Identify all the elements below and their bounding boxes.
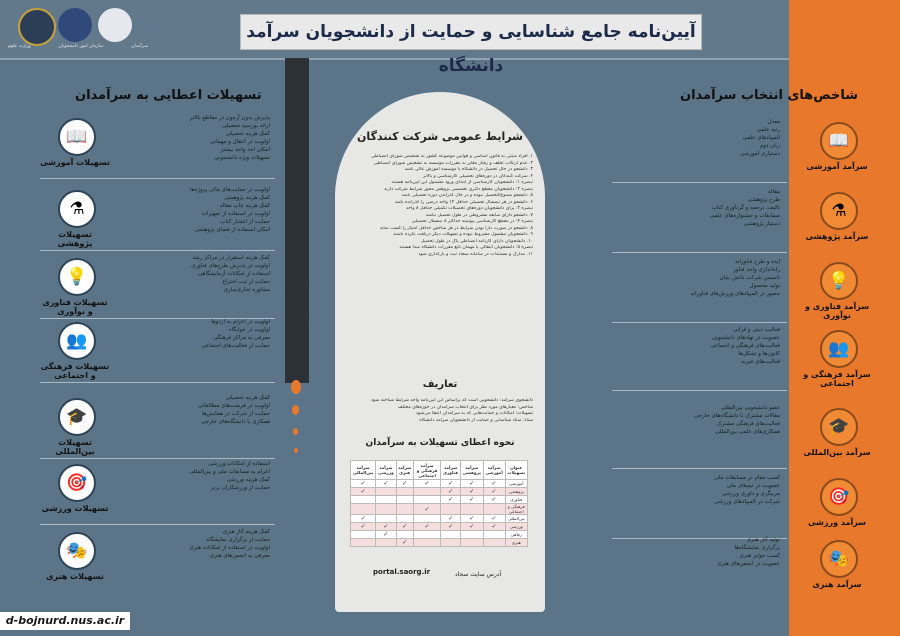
text-line: اولویت در استفاده از امکانات هنری [189, 545, 270, 551]
logo-captions [8, 44, 148, 49]
matrix-body [351, 480, 528, 547]
check-mark-icon: ✓ [483, 480, 505, 488]
right-item-label: سرآمد آموزشی [806, 162, 868, 171]
text-line: مقاله [767, 189, 780, 195]
masks-icon: 🎭 [58, 532, 96, 570]
check-mark-icon: ✓ [413, 504, 441, 515]
text-line: اولویت در فرصت‌های مطالعاتی [198, 403, 270, 409]
matrix-row-label: رفاهی [505, 531, 527, 539]
text-line: تولید محصول [749, 283, 780, 289]
matrix-cell [483, 504, 505, 515]
matrix-row-label: فناوری [505, 496, 527, 504]
text-line: زبان دوم [759, 143, 780, 149]
text-line: معرفی به مراکز فرهنگی [213, 335, 270, 341]
text-line: کمک هزینه تحصیلی [225, 395, 270, 401]
logo-caption: سرآمدان [131, 44, 148, 49]
matrix-cell [396, 504, 413, 515]
iran-emblem [98, 8, 132, 42]
text-line: کمک هزینه پژوهشی [224, 195, 270, 201]
right-item-label: سرآمد ورزشی [807, 518, 867, 527]
divider [40, 250, 275, 251]
divider [612, 252, 787, 253]
text-line: ارائه بورسیه تحصیلی [222, 123, 270, 129]
matrix-cell [413, 539, 441, 547]
check-mark-icon: ✓ [460, 488, 483, 496]
text-line: فعالیت‌های خیریه [741, 359, 780, 365]
text-line: اعزام به مسابقات ملی و بین‌المللی [189, 469, 270, 475]
right-item-text [650, 326, 780, 366]
text-line: المپیادهای علمی [742, 135, 780, 141]
left-item-text [150, 254, 270, 294]
matrix-cell [376, 515, 396, 523]
text-line: اولویت در حمایت‌های مالی پروژه‌ها [189, 187, 270, 193]
check-mark-icon: ✓ [351, 515, 376, 523]
text-line: حمایت از ثبت اختراع [222, 279, 270, 285]
left-item-label: تسهیلات پژوهشی [57, 230, 93, 248]
left-item-text [150, 528, 270, 560]
left-section-title: تسهیلات اعطایی به سرآمدان [75, 88, 262, 103]
page-title: آیین‌نامه جامع شناسایی و حمایت از دانشجویان سرآمد دانشگاه [240, 14, 702, 50]
text-line: تالیف، ترجمه و گردآوری کتاب [711, 205, 780, 211]
text-line: پذیرش بدون آزمون در مقاطع بالاتر [189, 115, 270, 121]
check-mark-icon: ✓ [441, 496, 460, 504]
text-line: اولویت در پذیرش طرح‌های فناوری [191, 263, 270, 269]
matrix-row [351, 496, 528, 504]
condition-line: تبصره ۱: دانشجویان کارشناسی از ابتدای ورود مشمول این آیین‌نامه هستند [391, 180, 533, 185]
divider [612, 182, 787, 183]
bulb-icon: 💡 [820, 262, 858, 300]
left-item-text [150, 318, 270, 350]
text-line: کسب مقام در مسابقات ملی [714, 475, 780, 481]
matrix-cell [376, 488, 396, 496]
definition-line: ستاد: ستاد شناسایی و حمایت از دانشجویان سرآمد دانشگاه [419, 417, 533, 423]
left-item-label: تسهیلات بین‌المللی [55, 438, 95, 456]
matrix-column-header: سرآمد پژوهشی [460, 461, 483, 480]
matrix-row [351, 488, 528, 496]
text-line: امکان استفاده از فضای پژوهشی [195, 227, 270, 233]
check-mark-icon: ✓ [483, 488, 505, 496]
pen-nib-decoration [285, 58, 309, 383]
divider [612, 390, 787, 391]
left-item-text [150, 114, 270, 162]
matrix-cell [396, 488, 413, 496]
condition-line: تبصره ۳: برای دانشجویان دوره‌های تحصیلات تکمیلی حداقل ۸ واحد [405, 206, 533, 211]
text-line: کمک هزینه آثار هنری [222, 529, 270, 535]
matrix-cell [351, 531, 376, 539]
matrix-cell [483, 539, 505, 547]
text-line: تسهیلات ویژه دانشجویی [214, 155, 270, 161]
target-icon: 🎯 [820, 478, 858, 516]
text-line: تولید آثار هنری [746, 537, 780, 543]
text-line: عضویت در تیم‌های ملی [726, 483, 780, 489]
definition-line: شاخص: معیارهای مورد نظر برای انتخاب سرآمدان در حوزه‌های مختلف [397, 404, 533, 410]
text-line: دستیاری آموزشی [740, 151, 780, 157]
footer-url[interactable]: d-bojnurd.nus.ac.ir [0, 612, 130, 630]
matrix-header-row [351, 461, 528, 480]
text-line: حضور در المپیادهای ورزش‌های فناورانه [690, 291, 780, 297]
condition-line: تبصره ۲: دانشجویان مقطع دکتری تخصصی پژوهش محور شرایط شرکت دارند [383, 186, 533, 192]
check-mark-icon: ✓ [413, 480, 441, 488]
divider [40, 524, 275, 525]
text-line: معدل [767, 119, 780, 125]
matrix-cell [483, 531, 505, 539]
right-item-label: سرآمد فرهنگی و اجتماعی [803, 370, 871, 388]
text-line: اولویت در خوابگاه [228, 327, 270, 333]
definition-line: تسهیلات: امکانات و حمایت‌هایی که به سرآمدان اعطا می‌شود [416, 411, 533, 416]
matrix-cell [441, 531, 460, 539]
matrix-column-header: سرآمد فناوری [441, 461, 460, 480]
matrix-cell [460, 539, 483, 547]
text-line: حمایت از فعالیت‌های اجتماعی [201, 343, 270, 349]
matrix-row-label: ورزشی [505, 523, 527, 531]
flask-icon: ⚗ [58, 190, 96, 228]
text-line: اولویت در انتقال و مهمانی [209, 139, 270, 145]
left-item-label: تسهیلات هنری [46, 572, 104, 581]
organization-logo [58, 8, 92, 42]
matrix-row-label: آموزشی [505, 480, 527, 488]
text-line: کمک هزینه تحصیلی [225, 131, 270, 137]
text-line: کمک هزینه چاپ مقاله [219, 203, 270, 209]
text-line: تاسیس شرکت دانش بنیان [719, 275, 780, 281]
text-line: فعالیت‌های فرهنگی و اجتماعی [710, 343, 780, 349]
pen-shape [285, 58, 309, 383]
matrix-row-label: فرهنگی و اجتماعی [505, 504, 527, 515]
text-line: استفاده از امکانات ورزشی [208, 461, 270, 467]
matrix-cell [351, 496, 376, 504]
text-line: استفاده از امکانات آزمایشگاهی [197, 271, 270, 277]
left-item-text [150, 460, 270, 492]
text-line: کمک هزینه ورزشی [226, 477, 270, 483]
check-mark-icon: ✓ [441, 523, 460, 531]
matrix-cell [396, 496, 413, 504]
ink-drop [294, 448, 298, 453]
divider [612, 468, 787, 469]
book-icon: 📖 [58, 118, 96, 156]
matrix-column-header: سرآمد آموزشی [483, 461, 505, 480]
check-mark-icon: ✓ [413, 523, 441, 531]
flask-icon: ⚗ [820, 192, 858, 230]
matrix-cell [376, 539, 396, 547]
check-mark-icon: ✓ [460, 523, 483, 531]
text-line: همکاری با دانشگاه‌های خارجی [201, 419, 270, 425]
matrix-cell [441, 539, 460, 547]
condition-line: ۱. افراد مبتنی به قانون اساسی و قوانین موضوعه کشور به تشخیص شورای انضباطی [371, 154, 533, 159]
check-mark-icon: ✓ [460, 496, 483, 504]
condition-line: تبصره ۴: در مقطع کارشناسی پیوسته حداکثر ۸ نیمسال تحصیلی [411, 219, 533, 224]
matrix-cell [413, 496, 441, 504]
text-line: اولویت در استفاده از تجهیزات [201, 211, 270, 217]
portal-label: آدرس سایت سجاد [455, 571, 502, 578]
people-icon: 👥 [58, 322, 96, 360]
graduate-icon: 🎓 [58, 398, 96, 436]
right-item-text [650, 536, 780, 568]
text-line: حمایت از شرکت در همایش‌ها [201, 411, 270, 417]
matrix-row-label: هنری [505, 539, 527, 547]
ink-drop [292, 405, 299, 415]
matrix-row-label: پژوهشی [505, 488, 527, 496]
check-mark-icon: ✓ [483, 496, 505, 504]
check-mark-icon: ✓ [441, 515, 460, 523]
ink-drop [291, 380, 301, 394]
text-line: راه‌اندازی واحد فناور [733, 267, 780, 273]
text-line: فعالیت دینی و قرآنی [732, 327, 780, 333]
check-mark-icon: ✓ [441, 488, 460, 496]
right-item-label: سرآمد فناوری و نوآوری [804, 302, 870, 320]
masks-icon: 🎭 [820, 540, 858, 578]
matrix-cell [376, 504, 396, 515]
condition-line: ۷. دانشجو دارای سابقه مشروطی در طول تحصیل نباشد [425, 212, 533, 218]
matrix-row [351, 531, 528, 539]
check-mark-icon: ✓ [396, 523, 413, 531]
matrix-column-header: سرآمد ورزشی [376, 461, 396, 480]
text-line: مربیگری و داوری ورزشی [721, 491, 780, 497]
divider [40, 178, 275, 179]
right-item-text [650, 118, 780, 158]
text-line: مسابقات و جشنواره‌های علمی [709, 213, 780, 219]
text-line: عضویت در نهادهای دانشجویی [711, 335, 780, 341]
matrix-row [351, 523, 528, 531]
text-line: مشاوره تجاری‌سازی [223, 287, 270, 293]
matrix-title: نحوه اعطای تسهیلات به سرآمدان [365, 438, 515, 448]
check-mark-icon: ✓ [351, 480, 376, 488]
matrix-cell [351, 504, 376, 515]
right-item-text [650, 258, 780, 298]
text-line: برگزاری نمایشگاه‌ها [734, 545, 780, 551]
matrix-cell [413, 531, 441, 539]
condition-line: تبصره ۵: دانشجویان انتقالی یا مهمان تابع مقررات دانشگاه مبدا هستند [399, 245, 533, 250]
text-line: حمایت از انتشار کتاب [220, 219, 270, 225]
left-item-label: تسهیلات آموزشی [40, 158, 110, 167]
logo-caption: سازمان امور دانشجویان [58, 44, 104, 49]
left-item-label: تسهیلات فناوری و نوآوری [42, 298, 108, 316]
check-mark-icon: ✓ [376, 523, 396, 531]
condition-line: ۳. دانشجو در حال تحصیل در دانشگاه یا موسسه آموزش عالی باشد [404, 167, 533, 172]
condition-line: ۱۰. دانشجویان دارای کارنامه انضباطی پاک در طول تحصیل [420, 238, 533, 244]
matrix-cell [460, 504, 483, 515]
check-mark-icon: ✓ [396, 480, 413, 488]
definitions-title: تعاریف [422, 379, 458, 390]
conditions-title: شرایط عمومی شرکت کنندگان [357, 130, 523, 143]
book-icon: 📖 [820, 122, 858, 160]
matrix-row [351, 480, 528, 488]
matrix-cell [376, 496, 396, 504]
matrix-cell [351, 539, 376, 547]
text-line: کسب جوایز هنری [739, 553, 780, 559]
check-mark-icon: ✓ [376, 480, 396, 488]
conditions-list [347, 154, 533, 258]
condition-line: ۵. دانشجو ممنوع‌التحصیل نبوده و در حال گذراندن دوره تحصیلی باشد [401, 193, 533, 198]
matrix-column-header: سرآمد هنری [396, 461, 413, 480]
text-line: عضویت در انجمن‌های هنری [717, 561, 780, 567]
text-line: همکاری‌های علمی بین‌المللی [715, 429, 780, 435]
people-icon: 👥 [820, 330, 858, 368]
right-item-label: سرآمد پژوهشی [805, 232, 869, 241]
target-icon: 🎯 [58, 464, 96, 502]
condition-line: ۸. دانشجو در صورت دارا بودن شرایط در هر شاخص حداقل امتیاز را کسب نماید [379, 225, 533, 231]
left-item-label: تسهیلات ورزشی [41, 504, 109, 513]
condition-line: ۱۱. مدارک و مستندات در سامانه سجاد ثبت و بارگذاری شود [418, 251, 533, 257]
left-item-label: تسهیلات فرهنگی و اجتماعی [40, 362, 110, 380]
matrix-corner: عنوان تسهیلات [505, 461, 527, 480]
right-item-text [650, 404, 780, 436]
text-line: کمک هزینه استقرار در مراکز رشد [192, 255, 270, 261]
text-line: دستیار پژوهشی [743, 221, 780, 227]
logo-caption: وزارت علوم [8, 44, 31, 49]
text-line: اولویت در اعزام به اردوها [211, 319, 270, 325]
check-mark-icon: ✓ [351, 488, 376, 496]
matrix-cell [396, 515, 413, 523]
left-item-text [150, 394, 270, 426]
text-line: حمایت از ورزشکاران برتر [210, 485, 270, 491]
graduate-icon: 🎓 [820, 408, 858, 446]
matrix-cell [460, 531, 483, 539]
definitions-list [347, 398, 533, 424]
condition-line: ۹. دانشجویان مشمول مشروط نبوده و تسهیلات دیگر دریافت نکرده باشند [393, 232, 533, 237]
check-mark-icon: ✓ [483, 515, 505, 523]
check-mark-icon: ✓ [441, 480, 460, 488]
matrix-cell [413, 515, 441, 523]
right-section-title: شاخص‌های انتخاب سرآمدان [680, 88, 859, 103]
definition-line: دانشجوی سرآمد: دانشجویی است که براساس این آیین‌نامه واجد شرایط شناخته شود [371, 398, 533, 403]
condition-line: ۶. دانشجو در هر نیمسال تحصیلی حداقل ۱۲ واحد درسی را گذرانده باشد [394, 199, 533, 205]
text-line: عضو دانشجویی بین‌المللی [720, 405, 780, 411]
check-mark-icon: ✓ [460, 480, 483, 488]
sun-logo [18, 8, 56, 46]
text-line: کانون‌ها و تشکل‌ها [738, 351, 780, 357]
text-line: معرفی به انجمن‌های هنری [209, 553, 270, 559]
text-line: امکان اخذ واحد بیشتر [220, 147, 270, 153]
matrix-cell [441, 504, 460, 515]
facilities-matrix [350, 460, 528, 547]
text-line: فعالیت‌های فرهنگی مشترک [716, 421, 780, 427]
matrix-row [351, 539, 528, 547]
check-mark-icon: ✓ [376, 531, 396, 539]
divider [40, 382, 275, 383]
check-mark-icon: ✓ [396, 539, 413, 547]
portal-url[interactable]: portal.saorg.ir [373, 568, 431, 576]
check-mark-icon: ✓ [460, 515, 483, 523]
right-item-text [650, 474, 780, 506]
matrix-cell [413, 488, 441, 496]
matrix-column-header: سرآمد فرهنگی و اجتماعی [413, 461, 441, 480]
divider [612, 322, 787, 323]
bulb-icon: 💡 [58, 258, 96, 296]
right-item-text [650, 188, 780, 228]
text-line: حمایت از برگزاری نمایشگاه [206, 537, 270, 543]
left-item-text [150, 186, 270, 234]
right-item-label: سرآمد بین‌المللی [803, 448, 871, 457]
matrix-row [351, 515, 528, 523]
text-line: شرکت در المپیادهای ورزشی [714, 499, 780, 505]
text-line: رتبه علمی [756, 127, 780, 133]
text-line: طرح پژوهشی [747, 197, 780, 203]
text-line: مقالات مشترک با دانشگاه‌های خارجی [694, 413, 780, 419]
right-item-label: سرآمد هنری [812, 580, 862, 589]
divider [40, 458, 275, 459]
check-mark-icon: ✓ [351, 523, 376, 531]
matrix-column-header: سرآمد بین‌المللی [351, 461, 376, 480]
header-bar [0, 0, 789, 76]
ink-drop [293, 428, 298, 435]
condition-line: ۴. شرکت کنندگان در دوره‌های تحصیلی کارشناسی و بالاتر [422, 173, 533, 179]
text-line: ایده و طرح فناورانه [735, 259, 780, 265]
check-mark-icon: ✓ [483, 523, 505, 531]
condition-line: ۲. عدم ارتکاب تخلف و رفتار مغایر به مقررات موسسه به تشخیص شورای انضباطی [373, 160, 533, 166]
matrix-cell [396, 531, 413, 539]
matrix-row [351, 504, 528, 515]
matrix-row-label: بین‌المللی [505, 515, 527, 523]
